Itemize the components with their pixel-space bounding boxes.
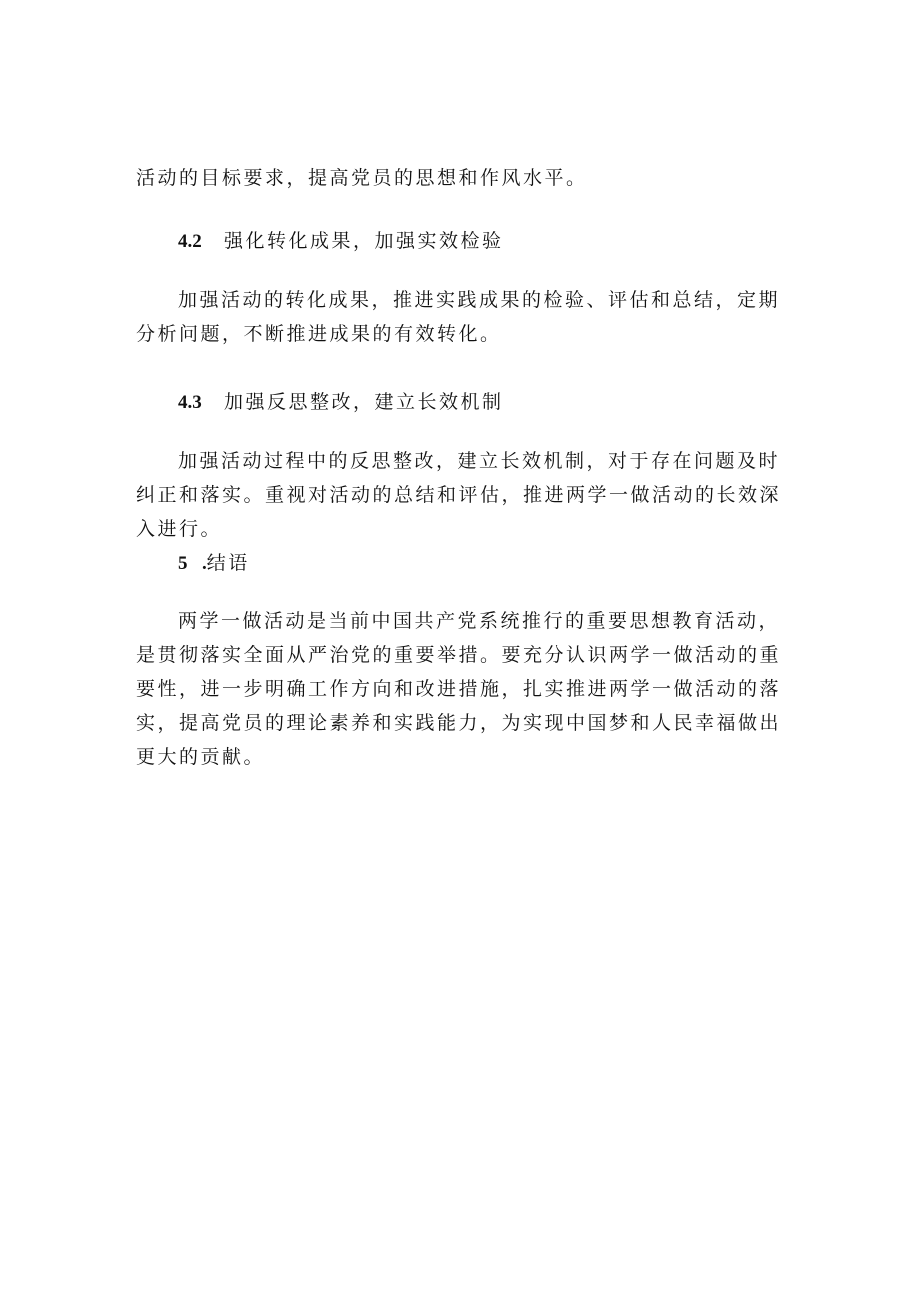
section-title: 加强反思整改，建立长效机制 — [224, 391, 504, 413]
section-heading-5 — [178, 546, 250, 581]
section-title: 结语 — [206, 552, 250, 574]
section-dot: . — [202, 553, 207, 574]
section-number: 4.3 — [178, 392, 202, 413]
paragraph-continuation: 活动的目标要求，提高党员的思想和作风水平。 — [136, 167, 588, 189]
paragraph-5: 两学一做活动是当前中国共产党系统推行的重要思想教育活动，是贯彻落实全面从严治党的重要举措。要充分认识两学一做活动的重要性，进一步明确工作方向和改进措施，扎实推进两学一做活动的落实，提高党员的理论素养和实践能力，为实现中国梦和人民幸福做出更大的贡献。 — [136, 610, 782, 768]
section-number: 4.2 — [178, 231, 202, 252]
section-number: 5 — [178, 553, 188, 574]
paragraph-4-2: 加强活动的转化成果，推进实践成果的检验、评估和总结，定期分析问题，不断推进成果的有效转化。 — [136, 289, 781, 345]
section-title: 强化转化成果，加强实效检验 — [224, 230, 504, 252]
section-heading-4-3 — [178, 385, 504, 420]
section-heading-4-2 — [178, 224, 504, 259]
paragraph-4-3: 加强活动过程中的反思整改，建立长效机制，对于存在问题及时纠正和落实。重视对活动的总结和评估，推进两学一做活动的长效深入进行。 — [136, 450, 782, 540]
